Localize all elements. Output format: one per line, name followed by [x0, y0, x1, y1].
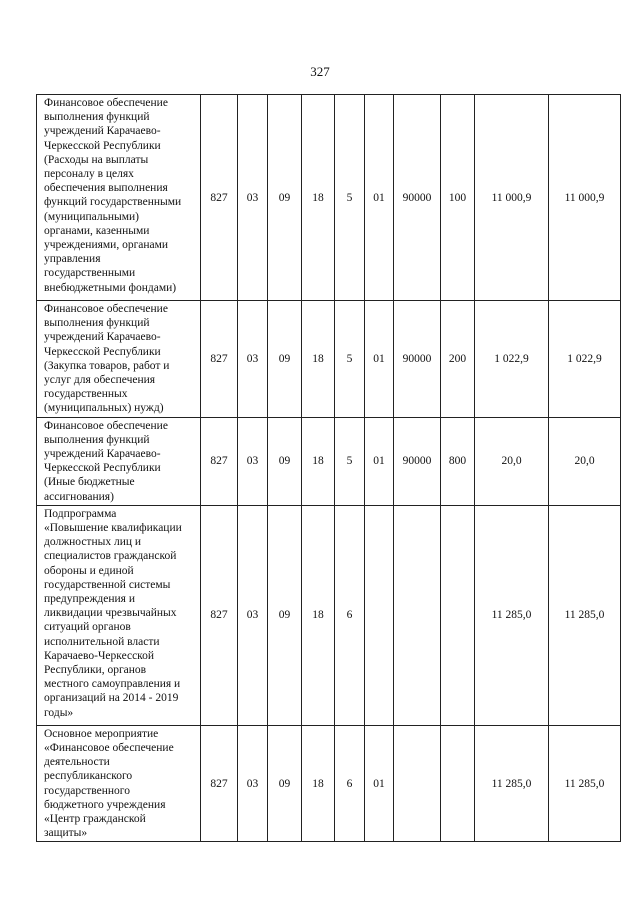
- program-cell: 18: [302, 417, 335, 505]
- subsection-cell: 09: [268, 95, 302, 301]
- subprogram-cell: 5: [335, 301, 365, 418]
- description-line: исполнительной власти: [44, 635, 160, 648]
- description-line: (муниципальных) нужд): [44, 402, 164, 415]
- direction-cell: 90000: [394, 301, 441, 418]
- page-number: 327: [310, 64, 330, 79]
- description-line: ликвидации чрезвычайных: [44, 607, 177, 620]
- expense-type-cell: [441, 725, 475, 842]
- program-cell: 18: [302, 95, 335, 301]
- sum-cell: 11 285,0: [475, 725, 549, 842]
- sum-cell: 11 285,0: [549, 505, 621, 725]
- description-cell: [37, 505, 201, 725]
- description-cell: [37, 417, 201, 505]
- section-cell: 03: [238, 505, 268, 725]
- description-line: «Повышение квалификации: [44, 522, 182, 535]
- description-line: Черкесской Республики: [44, 462, 161, 475]
- description-line: деятельности: [44, 756, 110, 769]
- section-cell: 03: [238, 95, 268, 301]
- description-line: учреждениями, органами: [44, 239, 169, 252]
- subprogram-cell: 6: [335, 725, 365, 842]
- description-line: (Расходы на выплаты: [44, 153, 149, 166]
- description-line: годы»: [44, 706, 74, 719]
- description-line: государственными: [44, 267, 136, 280]
- description-line: специалистов гражданской: [44, 550, 177, 563]
- sum-cell: 11 285,0: [549, 725, 621, 842]
- description-line: Черкесской Республики: [44, 345, 161, 358]
- description-line: выполнения функций: [44, 317, 150, 330]
- expense-type-cell: 200: [441, 301, 475, 418]
- description-line: Черкесской Республики: [44, 139, 161, 152]
- subprogram-cell: 6: [335, 505, 365, 725]
- subprogram-cell: 5: [335, 417, 365, 505]
- table-row: [37, 417, 621, 505]
- sum-cell: 11 000,9: [549, 95, 621, 301]
- expense-type-cell: [441, 505, 475, 725]
- description-line: Карачаево-Черкесской: [44, 649, 155, 662]
- subsection-cell: 09: [268, 505, 302, 725]
- sum-cell: 1 022,9: [475, 301, 549, 418]
- description-line: учреждений Карачаево-: [44, 331, 161, 344]
- sum-cell: 20,0: [549, 417, 621, 505]
- description-line: обороны и единой: [44, 564, 134, 577]
- description-line: защиты»: [44, 827, 88, 840]
- description-line: (Закупка товаров, работ и: [44, 359, 170, 372]
- description-line: выполнения функций: [44, 111, 150, 124]
- event-cell: 01: [365, 417, 394, 505]
- description-line: должностных лиц и: [44, 536, 142, 549]
- description-line: Республики, органов: [44, 664, 147, 677]
- subprogram-cell: 5: [335, 95, 365, 301]
- table-row: [37, 505, 621, 725]
- subsection-cell: 09: [268, 725, 302, 842]
- description-line: государственных: [44, 388, 128, 401]
- code-cell: 827: [201, 95, 238, 301]
- budget-table: [36, 94, 621, 842]
- code-cell: 827: [201, 417, 238, 505]
- description-line: «Центр гражданской: [44, 813, 146, 826]
- description-line: местного самоуправления и: [44, 678, 181, 691]
- subsection-cell: 09: [268, 301, 302, 418]
- description-line: персоналу в целях: [44, 168, 134, 181]
- table-row: [37, 725, 621, 842]
- description-line: обеспечения выполнения: [44, 182, 168, 195]
- sum-cell: 20,0: [475, 417, 549, 505]
- description-line: республиканского: [44, 770, 133, 783]
- description-line: предупреждения и: [44, 593, 135, 606]
- description-line: учреждений Карачаево-: [44, 448, 161, 461]
- section-cell: 03: [238, 417, 268, 505]
- description-line: Подпрограмма: [44, 507, 117, 520]
- description-line: организаций на 2014 - 2019: [44, 692, 179, 705]
- description-line: органами, казенными: [44, 224, 150, 237]
- description-cell: [37, 95, 201, 301]
- event-cell: 01: [365, 95, 394, 301]
- description-line: выполнения функций: [44, 433, 150, 446]
- table-row: [37, 95, 621, 301]
- description-line: (муниципальными): [44, 210, 139, 223]
- description-line: бюджетного учреждения: [44, 798, 166, 811]
- description-line: Финансовое обеспечение: [44, 419, 168, 432]
- description-line: Основное мероприятие: [44, 727, 159, 740]
- expense-type-cell: 800: [441, 417, 475, 505]
- direction-cell: [394, 505, 441, 725]
- program-cell: 18: [302, 505, 335, 725]
- description-line: функций государственными: [44, 196, 182, 209]
- description-line: учреждений Карачаево-: [44, 125, 161, 138]
- direction-cell: [394, 725, 441, 842]
- description-line: (Иные бюджетные: [44, 476, 135, 489]
- description-line: внебюджетными фондами): [44, 281, 177, 294]
- code-cell: 827: [201, 505, 238, 725]
- subsection-cell: 09: [268, 417, 302, 505]
- description-cell: [37, 301, 201, 418]
- description-line: государственной системы: [44, 578, 171, 591]
- sum-cell: 11 285,0: [475, 505, 549, 725]
- description-cell: [37, 725, 201, 842]
- event-cell: [365, 505, 394, 725]
- event-cell: 01: [365, 725, 394, 842]
- description-line: Финансовое обеспечение: [44, 97, 168, 109]
- description-line: управления: [44, 253, 101, 266]
- expense-type-cell: 100: [441, 95, 475, 301]
- program-cell: 18: [302, 301, 335, 418]
- table-row: [37, 301, 621, 418]
- description-line: ситуаций органов: [44, 621, 131, 634]
- section-cell: 03: [238, 301, 268, 418]
- code-cell: 827: [201, 301, 238, 418]
- event-cell: 01: [365, 301, 394, 418]
- code-cell: 827: [201, 725, 238, 842]
- program-cell: 18: [302, 725, 335, 842]
- description-line: государственного: [44, 784, 130, 797]
- sum-cell: 1 022,9: [549, 301, 621, 418]
- description-line: Финансовое обеспечение: [44, 303, 168, 315]
- sum-cell: 11 000,9: [475, 95, 549, 301]
- direction-cell: 90000: [394, 417, 441, 505]
- section-cell: 03: [238, 725, 268, 842]
- description-line: услуг для обеспечения: [44, 374, 156, 387]
- description-line: «Финансовое обеспечение: [44, 742, 174, 755]
- direction-cell: 90000: [394, 95, 441, 301]
- description-line: ассигнования): [44, 490, 114, 503]
